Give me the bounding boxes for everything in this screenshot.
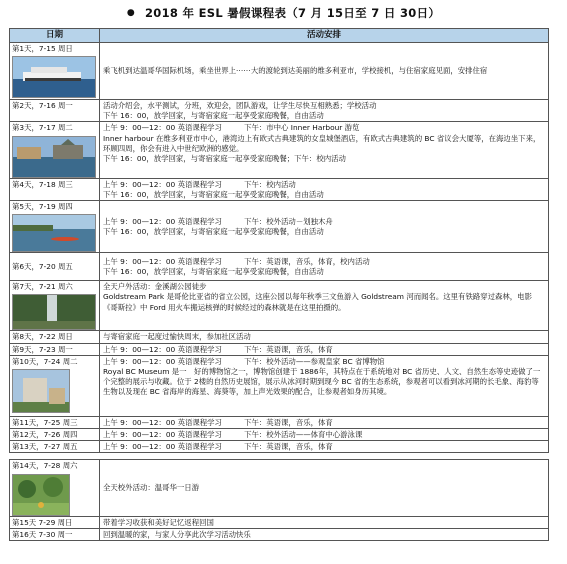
- date-label: 第1天，7-15 周日: [12, 44, 73, 53]
- activity-line: 全天户外活动：金溪湖公园徒步: [103, 282, 207, 292]
- museum-photo: [12, 369, 70, 413]
- activity-cell: [100, 281, 549, 331]
- table-row: [10, 178, 549, 200]
- table-row: [10, 100, 549, 122]
- table-row: [10, 201, 549, 253]
- table-row: [10, 528, 549, 540]
- activity-line: 回到温暖的家，与家人分享此次学习活动快乐: [103, 529, 251, 539]
- date-cell: [10, 429, 100, 441]
- activity-line: 下午 16：00，放学回家，与寄宿家庭一起享受家庭晚餐，自由活动: [103, 111, 324, 121]
- date-label: 第8天，7-22 周日: [12, 332, 73, 342]
- header-row: [10, 29, 549, 43]
- activity-cell: [100, 441, 549, 453]
- activity-column-header: 活动安排: [100, 29, 549, 43]
- activity-line: 下午 16：00，放学回家，与寄宿家庭一起享受家庭晚餐，自由活动: [103, 227, 324, 237]
- activity-line: 带着学习收获和美好记忆返程回国: [103, 517, 214, 527]
- activity-cell: [100, 201, 549, 253]
- date-cell: [10, 460, 100, 516]
- date-label: 第4天，7-18 周三: [12, 179, 73, 189]
- document-title: [0, 2, 567, 24]
- date-label: 第16天 7-30 周一: [12, 529, 73, 539]
- date-label: 第9天，7-23 周一: [12, 344, 73, 354]
- activity-line: 上午 9：00—12：00 英语课程学习 下午：校外活动——参观皇家 BC 省博物馆: [103, 356, 385, 366]
- table-row: [10, 441, 549, 453]
- activity-cell: [100, 429, 549, 441]
- activity-line: 下午 16：00，放学回家，与寄宿家庭一起享受家庭晚餐，自由活动: [103, 267, 324, 277]
- date-label: 第11天，7-25 周三: [12, 417, 78, 427]
- date-cell: [10, 441, 100, 453]
- title-text: 2018 年 ESL 暑假课程表（7 月 15日至 7 日 30日）: [144, 6, 441, 20]
- activity-cell: [100, 253, 549, 281]
- activity-line: 上午 9：00—12：00 英语课程学习 下午：校外活动——体育中心游泳课: [103, 430, 363, 440]
- activity-line: 上午 9：00—12：00 英语课程学习 下午：英语课，音乐，体育: [103, 442, 333, 452]
- date-label: 第12天，7-26 周四: [12, 430, 78, 440]
- date-label: 第15天 7-29 周日: [12, 517, 73, 527]
- activity-text: Goldstream Park 是哥伦比亚省的省立公园，这座公园以每年秋季三文鱼游入 Goldstream 河而闻名。这里有铁路穿过森林，电影《哥斯拉》中 Ford 用火车搬运核弹的时候经过的森林就是在这里拍摄的。: [103, 292, 532, 312]
- date-cell: [10, 528, 100, 540]
- date-cell: [10, 355, 100, 416]
- activity-line: 上午 9：00—12：00 英语课程学习 下午：校内活动: [103, 179, 296, 189]
- table-row: [10, 331, 549, 343]
- date-label: 第14天，7-28 周六: [12, 461, 78, 471]
- date-cell: [10, 253, 100, 281]
- table-row: [10, 122, 549, 178]
- activity-cell: [100, 343, 549, 355]
- date-label: 第10天，7-24 周二: [12, 356, 78, 366]
- table-row: [10, 429, 549, 441]
- activity-cell: [100, 100, 549, 122]
- date-cell: [10, 178, 100, 200]
- activity-line: 上午 9：00—12：00 英语课程学习 下午：英语课，音乐，体育: [103, 344, 333, 354]
- ferry-photo: [12, 56, 96, 98]
- harbour-photo: [12, 136, 96, 178]
- date-cell: [10, 416, 100, 428]
- activity-line: 活动介绍会，水平测试，分班，欢迎会，团队游戏，让学生尽快互相熟悉；学校活动: [103, 101, 377, 110]
- date-cell: [10, 201, 100, 253]
- activity-line: 上午 9：00—12：00 英语课程学习 下午：校外活动－划独木舟: [103, 216, 333, 226]
- activity-line: 上午 9：00—12：00 英语课程学习 下午：英语课，音乐，体育，校内活动: [103, 257, 370, 267]
- date-column-header: 日期: [10, 29, 100, 43]
- activity-text: Inner harbour 在维多利亚市中心，港湾边上有欧式古典建筑的女皇城堡酒店，有欧式古典建筑的 BC 省议会大厦等，在海边坐下来，环顾四周，你会有进入中世纪欧洲的感觉。: [103, 133, 541, 153]
- activity-line: 上午 9：00—12：00 英语课程学习 下午：英语课，音乐，体育: [103, 417, 333, 427]
- kayak-photo: [12, 214, 96, 252]
- schedule-table: [9, 28, 549, 541]
- table-row: [10, 43, 549, 100]
- table-row: [10, 355, 549, 416]
- activity-cell: [100, 460, 549, 516]
- activity-text: Royal BC Museum 是一 好的博物馆之一，博物馆创建于 1886年，其特点在于系统地对 BC 省历史、人文、自然生态等史迹做了一个完整的展示与收藏。位于 2楼的自然历史展馆，展示从冰河时期到现今 BC 省的生态系统，参观者可以看到冰河期的长毛象、海豹等生物以及现在 BC 省海岸的海星、海葵等，加上声光效果的配合，让参观者如身历其境。: [103, 367, 541, 397]
- activity-cell: [100, 331, 549, 343]
- activity-line: 上午 9：00—12：00 英语课程学习 下午：市中心 Inner Harbour 游览: [103, 123, 360, 133]
- table-row: [10, 416, 549, 428]
- table-row: [10, 343, 549, 355]
- table-row: [10, 460, 549, 516]
- date-cell: [10, 281, 100, 331]
- date-cell: [10, 331, 100, 343]
- activity-text: 乘飞机到达温哥华国际机场，乘坐世界上⋯⋯大的渡轮到达美丽的维多利亚市，学校接机，与住宿家庭见面，安排住宿: [103, 66, 488, 76]
- activity-cell: [100, 178, 549, 200]
- date-label: 第13天，7-27 周五: [12, 442, 78, 452]
- table-row: [10, 516, 549, 528]
- park-photo: [12, 294, 96, 330]
- date-cell: [10, 122, 100, 178]
- activity-cell: [100, 355, 549, 416]
- table-gap: [10, 453, 549, 460]
- activity-cell: [100, 528, 549, 540]
- activity-line: 下午 16：00，放学回家，与寄宿家庭一起享受家庭晚餐，自由活动: [103, 189, 324, 199]
- activity-line: 下午 16：00，放学回家，与寄宿家庭一起享受家庭晚餐；下午：校内活动: [103, 154, 346, 164]
- garden-photo: [12, 474, 70, 516]
- date-cell: [10, 100, 100, 122]
- bullet-icon: ●: [126, 8, 135, 18]
- activity-cell: [100, 122, 549, 178]
- date-cell: [10, 516, 100, 528]
- activity-cell: [100, 516, 549, 528]
- table-row: [10, 281, 549, 331]
- date-cell: [10, 43, 100, 100]
- activity-cell: [100, 416, 549, 428]
- date-label: 第5天，7-19 周四: [12, 202, 73, 212]
- date-label: 第3天，7-17 周二: [12, 123, 73, 133]
- table-row: [10, 253, 549, 281]
- activity-cell: [100, 43, 549, 100]
- date-label: 第7天，7-21 周六: [12, 282, 73, 292]
- date-cell: [10, 343, 100, 355]
- activity-line: 与寄宿家庭一起度过愉快周末，参加社区活动: [103, 332, 251, 342]
- date-label: 第6天，7-20 周五: [12, 262, 73, 272]
- date-label: 第2天，7-16 周一: [12, 101, 73, 110]
- activity-line: 全天校外活动：温哥华一日游: [103, 483, 200, 493]
